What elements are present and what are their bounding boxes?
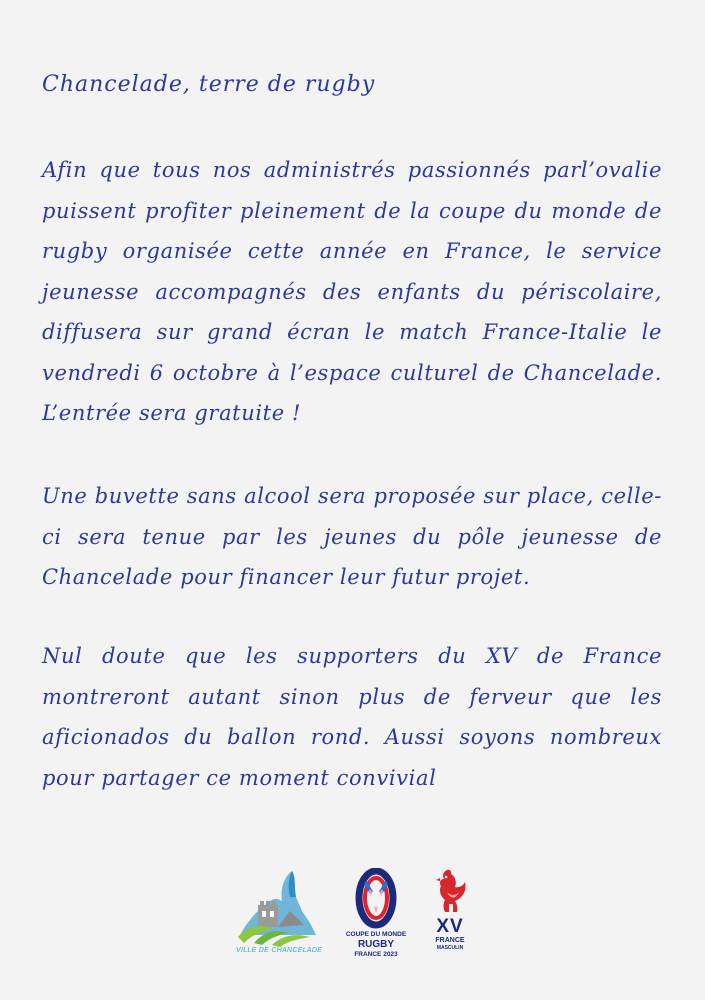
xv-label: XV (436, 916, 464, 937)
chancelade-emblem-icon (232, 867, 322, 947)
paragraph-supporters: Nul doute que les supporters du XV de France montreront autant sinon plus de ferveur que les aficionados du ballon rond. Aussi soyons nombreux pour partager ce moment convivial (42, 644, 662, 790)
chancelade-caption: VILLE DE CHANCELADE (236, 947, 323, 954)
xv-de-france-logo (425, 866, 475, 962)
paragraph-intro: Afin que tous nos administrés passionnés parl’ovalie puissent profiter pleinement de la coupe du monde de rugby organisée cette année en France, le service jeunesse accompagnés des enfants du périscolaire, diffusera sur grand écran le match France-Italie le vendredi 6 octobre à l’espace culturel de Chancelade. L’entrée sera gratuite ! (42, 158, 662, 425)
rwc-line3: FRANCE 2023 (354, 951, 398, 958)
document-title: Chancelade, terre de rugby (42, 72, 376, 97)
xv-masculin-label: MASCULIN (436, 945, 464, 951)
chancelade-town-logo (232, 867, 322, 955)
paragraph-buvette: Une buvette sans alcool sera proposée sur place, celle-ci sera tenue par les jeunes du pôle jeunesse de Chancelade pour financer leur futur projet. (42, 484, 662, 589)
rugby-world-cup-2023-logo (340, 868, 412, 960)
rugby-world-cup-emblem-icon (340, 868, 412, 930)
xv-france-label: FRANCE (435, 937, 465, 944)
logo-strip (0, 862, 705, 962)
rooster-icon (425, 866, 475, 916)
rwc-line1: COUPE DU MONDE (345, 931, 407, 938)
rwc-line2: RUGBY (357, 939, 395, 950)
